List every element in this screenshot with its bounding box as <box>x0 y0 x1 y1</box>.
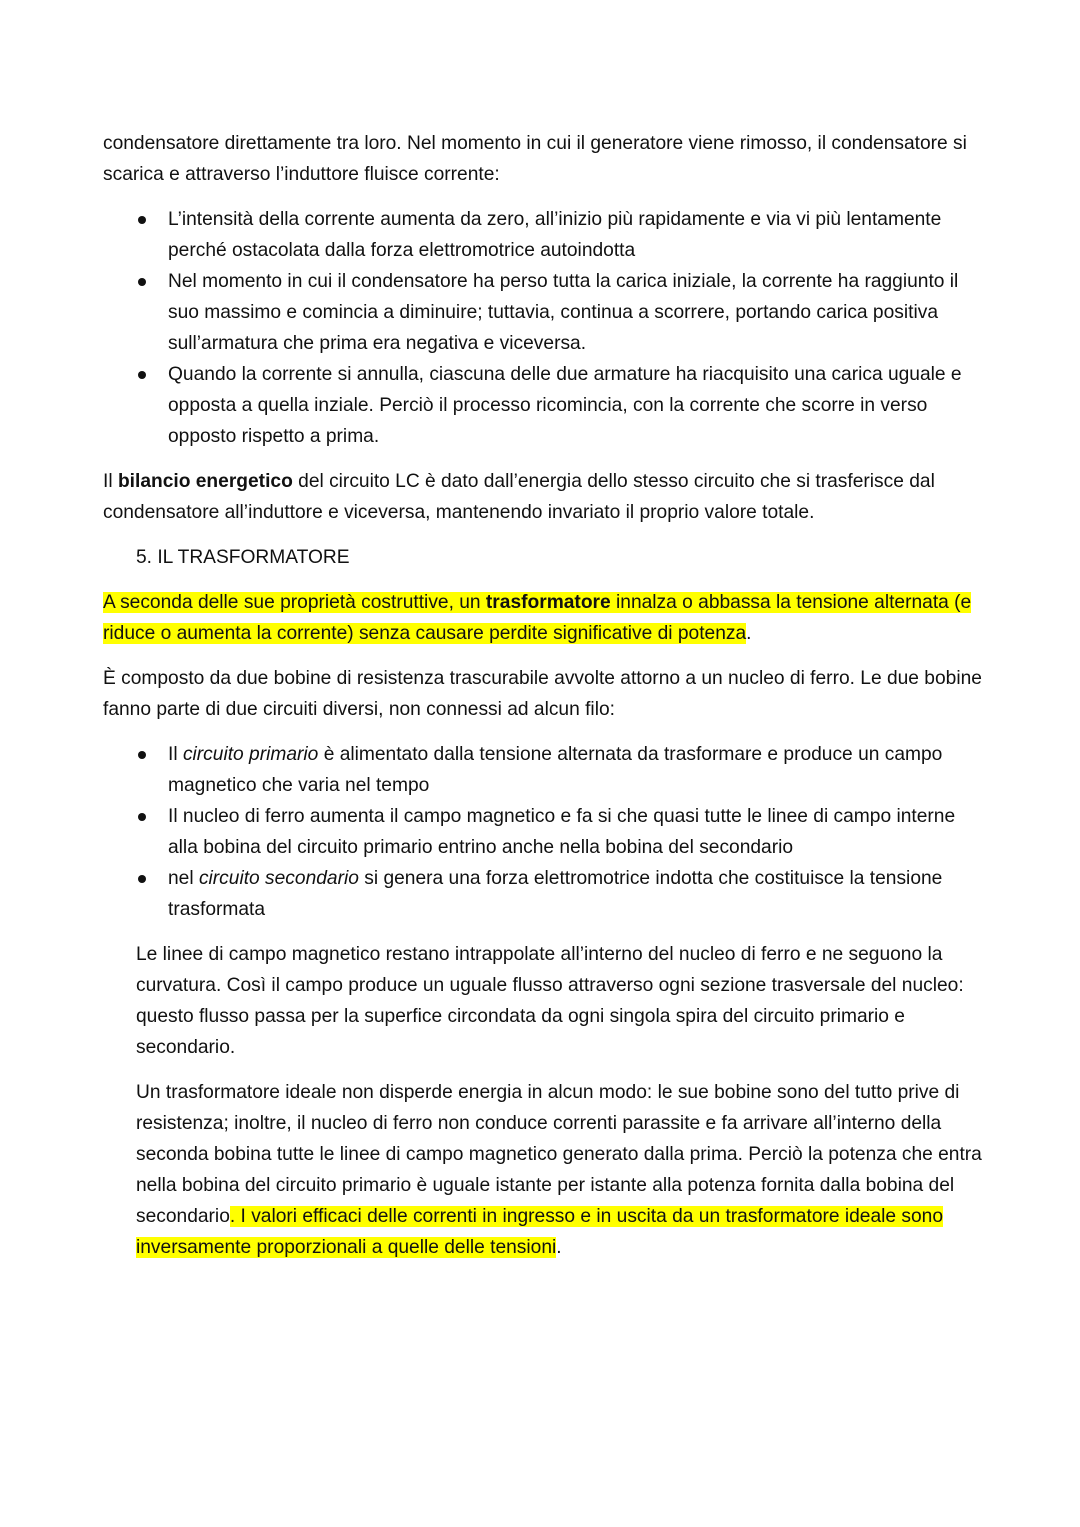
bold-term: trasformatore <box>485 592 611 613</box>
transformer-bullet-list <box>103 739 983 925</box>
text-span: Un trasformatore ideale non disperde energia in alcun modo: le sue bobine sono del tutto prive di resistenza; inoltre, il nucleo di ferro non conduce correnti parassite e fa arrivare all’interno della seconda bobina tutte le linee di campo magnetico generato dalla prima. Perciò la potenza che entra nella bobina del circuito primario è uguale istante per istante alla potenza fornita dalla bobina del secondario <box>136 1082 982 1227</box>
list-item <box>103 204 983 266</box>
list-item-text: Nel momento in cui il condensatore ha perso tutta la carica iniziale, la corrente ha raggiunto il suo massimo e comincia a diminuire; tuttavia, continua a scorrere, portando carica positiva sull’armatura che prima era negativa e viceversa. <box>168 271 959 354</box>
bullet-icon <box>138 813 146 821</box>
text-span: A seconda delle sue proprietà costruttive, un <box>103 592 486 613</box>
energy-balance-paragraph <box>103 466 983 528</box>
text-span: del circuito LC è dato dall’energia dello stesso circuito che si trasferisce dal condensatore all’induttore e viceversa, mantenendo invariato il proprio valore totale. <box>103 471 935 523</box>
lc-circuit-bullet-list <box>103 204 983 452</box>
text-span: Il <box>103 471 118 492</box>
list-item <box>103 739 983 801</box>
bullet-icon <box>138 875 146 883</box>
italic-term: circuito secondario <box>198 868 359 889</box>
text-span: Il <box>168 744 183 765</box>
text-span: Il nucleo di ferro aumenta il campo magnetico e fa si che quasi tutte le linee di campo interne alla bobina del circuito primario entrino anche nella bobina del secondario <box>168 806 956 858</box>
list-item-text: Quando la corrente si annulla, ciascuna delle due armature ha riacquisito una carica uguale e opposta a quella inziale. Perciò il processo ricomincia, con la corrente che scorre in verso opposto rispetto a prima. <box>168 364 962 447</box>
field-lines-paragraph: Le linee di campo magnetico restano intrappolate all’interno del nucleo di ferro e ne seguono la curvatura. Così il campo produce un uguale flusso attraverso ogni sezione trasversale del nucleo: questo flusso passa per la superfice circondata da ogni singola spira del circuito primario e secondario. <box>136 944 964 1058</box>
italic-term: circuito primario <box>182 744 319 765</box>
bold-term: bilancio energetico <box>117 471 293 492</box>
text-span: è alimentato dalla tensione alternata da trasformare e produce un campo magnetico che varia nel tempo <box>168 744 943 796</box>
list-item <box>103 359 983 452</box>
bullet-icon <box>138 278 146 286</box>
text-span: . <box>556 1237 562 1258</box>
definition-paragraph <box>103 587 983 649</box>
section-heading: 5. IL TRASFORMATORE <box>136 547 350 568</box>
text-span: . <box>746 623 752 644</box>
text-span: si genera una forza elettromotrice indotta che costituisce la tensione trasformata <box>168 868 943 920</box>
intro-paragraph: condensatore direttamente tra loro. Nel momento in cui il generatore viene rimosso, il condensatore si scarica e attraverso l’induttore fluisce corrente: <box>103 133 967 185</box>
bullet-icon <box>138 751 146 759</box>
highlighted-text <box>103 592 971 644</box>
list-item-text: L’intensità della corrente aumenta da zero, all’inizio più rapidamente e via vi più lentamente perché ostacolata dalla forza elettromotrice autoindotta <box>168 209 942 261</box>
composition-paragraph: È composto da due bobine di resistenza trascurabile avvolte attorno a un nucleo di ferro. Le due bobine fanno parte di due circuiti diversi, non connessi ad alcun filo: <box>103 668 982 720</box>
list-item <box>103 801 983 863</box>
list-item <box>103 266 983 359</box>
text-span: innalza o abbassa la tensione alternata (e riduce o aumenta la corrente) senza causare perdite significative di potenza <box>103 592 972 644</box>
document-page <box>103 128 983 1277</box>
bullet-icon <box>138 371 146 379</box>
highlighted-text: . I valori efficaci delle correnti in ingresso e in uscita da un trasformatore ideale sono inversamente proporzionali a quelle delle tensioni <box>136 1206 944 1258</box>
bullet-icon <box>138 216 146 224</box>
text-span: nel <box>168 868 199 889</box>
list-item <box>103 863 983 925</box>
ideal-transformer-paragraph <box>103 1077 983 1263</box>
